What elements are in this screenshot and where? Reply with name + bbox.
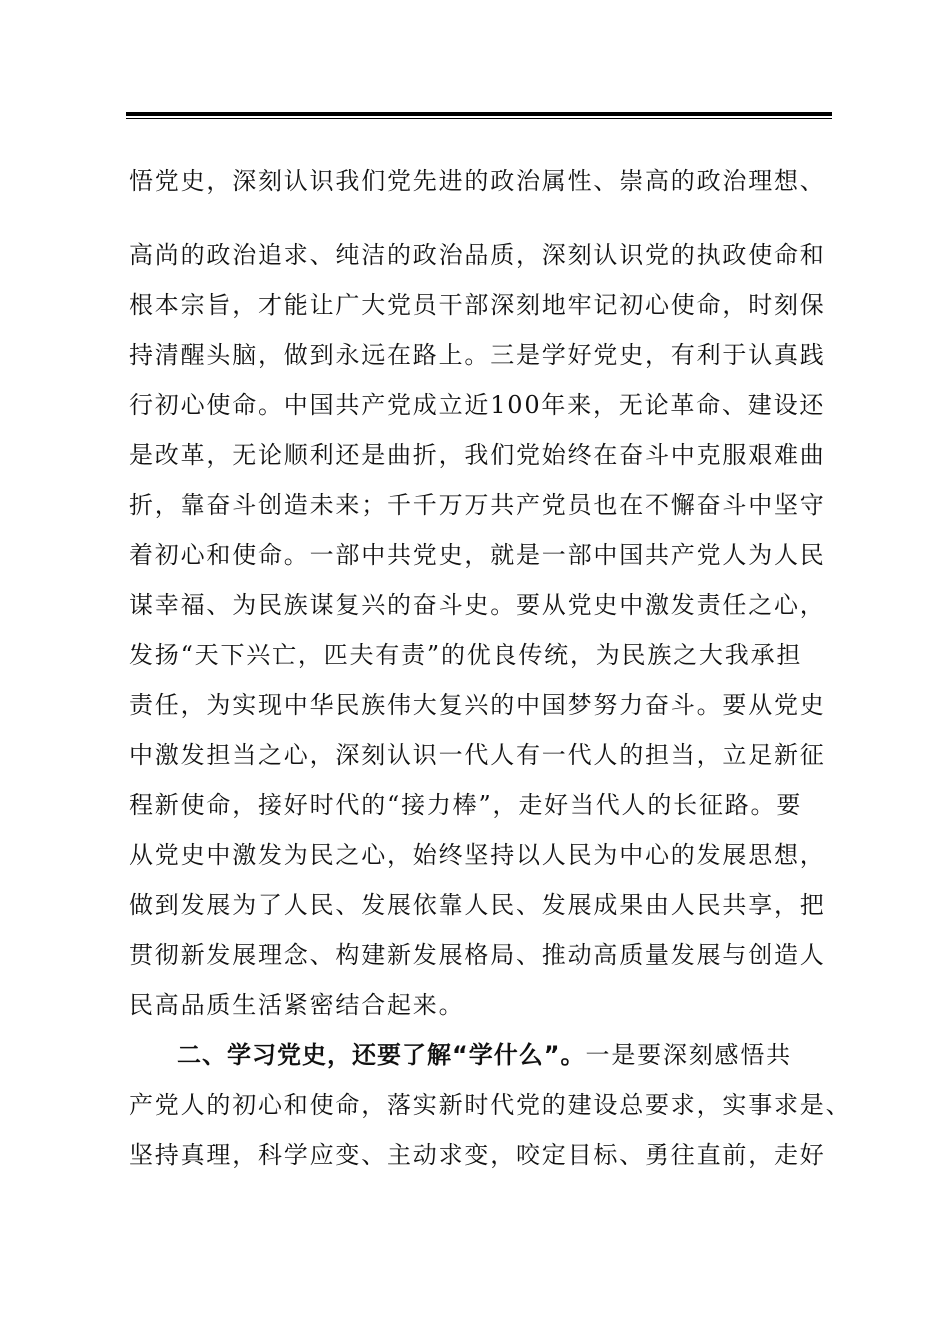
body-text-line: 从党史中激发为民之心，始终坚持以人民为中心的发展思想， bbox=[129, 841, 826, 869]
body-text-line: 产党人的初心和使命，落实新时代党的建设总要求，实事求是、 bbox=[129, 1091, 852, 1119]
header-rule-thick bbox=[126, 112, 832, 116]
header-rule-thin bbox=[126, 118, 832, 119]
body-text-line: 中激发担当之心，深刻认识一代人有一代人的担当，立足新征 bbox=[129, 741, 826, 769]
body-text-line: 折，靠奋斗创造未来；千千万万共产党员也在不懈奋斗中坚守 bbox=[129, 491, 826, 519]
body-text-line: 贯彻新发展理念、构建新发展格局、推动高质量发展与创造人 bbox=[129, 941, 826, 969]
body-text-line: 程新使命，接好时代的“接力棒”，走好当代人的长征路。要 bbox=[129, 791, 803, 819]
body-text-inline: 一是要深刻感悟共 bbox=[585, 1041, 792, 1069]
body-text-line: 高尚的政治追求、纯洁的政治品质，深刻认识党的执政使命和 bbox=[129, 241, 826, 269]
section-heading-line bbox=[177, 1035, 829, 1075]
body-text-line: 做到发展为了人民、发展依靠人民、发展成果由人民共享，把 bbox=[129, 891, 826, 919]
body-text-line: 是改革，无论顺利还是曲折，我们党始终在奋斗中克服艰难曲 bbox=[129, 441, 826, 469]
body-text-line: 谋幸福、为民族谋复兴的奋斗史。要从党史中激发责任之心， bbox=[129, 591, 826, 619]
body-text-line: 持清醒头脑，做到永远在路上。三是学好党史，有利于认真践 bbox=[129, 341, 826, 369]
body-text-line: 责任，为实现中华民族伟大复兴的中国梦努力奋斗。要从党史 bbox=[129, 691, 826, 719]
body-text-line: 行初心使命。中国共产党成立近100年来，无论革命、建设还 bbox=[129, 391, 826, 419]
body-text-line: 悟党史，深刻认识我们党先进的政治属性、崇高的政治理想、 bbox=[129, 167, 826, 195]
body-text-line: 发扬“天下兴亡，匹夫有责”的优良传统，为民族之大我承担 bbox=[129, 641, 803, 669]
body-text-line: 根本宗旨，才能让广大党员干部深刻地牢记初心使命，时刻保 bbox=[129, 291, 826, 319]
body-text-line: 民高品质生活紧密结合起来。 bbox=[129, 991, 465, 1019]
body-text-line: 坚持真理，科学应变、主动求变，咬定目标、勇往直前，走好 bbox=[129, 1141, 826, 1169]
section-heading: 二、学习党史，还要了解“学什么”。 bbox=[177, 1041, 586, 1069]
body-text-line: 着初心和使命。一部中共党史，就是一部中国共产党人为人民 bbox=[129, 541, 826, 569]
